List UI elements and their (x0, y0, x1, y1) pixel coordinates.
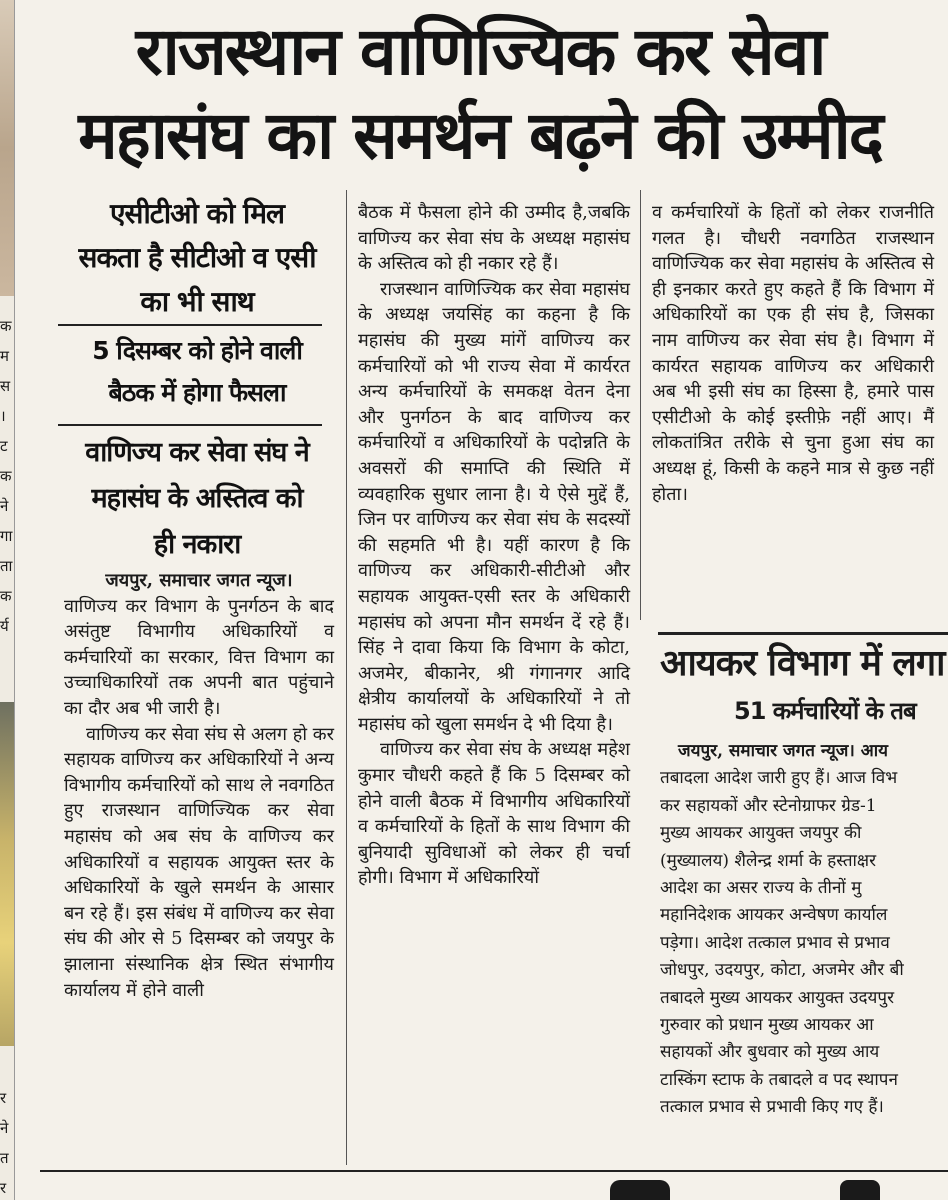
adjacent-text-fragment: ने (0, 497, 9, 515)
headline-line-2: महासंघ का समर्थन बढ़ने की उम्मीद (78, 97, 882, 174)
adjacent-text-fragment: क (0, 467, 12, 485)
subhead-line: वाणिज्य कर सेवा संघ ने (85, 437, 309, 468)
subhead-line: ही नकारा (153, 529, 241, 560)
column-divider (346, 190, 347, 1165)
text-line: टास्किंग स्टाफ के तबादले व पद स्थापन (660, 1069, 898, 1090)
adjacent-text-fragment: क (0, 317, 12, 335)
second-story-body (660, 738, 948, 1122)
text-line: तबादले मुख्य आयकर आयुक्त उदयपुर (660, 987, 895, 1008)
paragraph: वाणिज्य कर सेवा संघ से अलग हो कर सहायक वाणिज्य कर अधिकारियों ने अन्य विभागीय कर्मचारियों को साथ ले नवगठित हुए राजस्थान वाणिज्यिक कर सेवा महासंघ को अब संघ के वाणिज्य कर अधिकारियों व सहायक आयुक्त स्तर के अधिकारियों के खुले समर्थन के आसार बन रहे हैं। इस संबंध में वाणिज्य कर सेवा संघ की ओर से 5 दिसम्बर को जयपुर के झालाना संस्थानिक क्षेत्र स्थित संभागीय कार्यालय में होने वाली (64, 723, 334, 1001)
next-headline-fragment (840, 1180, 880, 1200)
headline-line-1: राजस्थान वाणिज्यिक कर सेवा (135, 13, 825, 90)
dateline: जयपुर, समाचार जगत न्यूज। (105, 570, 293, 591)
article-column-3 (652, 200, 934, 507)
paragraph: वाणिज्य कर विभाग के पुनर्गठन के बाद असंतुष्ट विभागीय अधिकारियों व कर्मचारियों का सरकार, वित्त विभाग का उच्चाधिकारियों तक अपनी बात पहुंचाने का दौर अब भी जारी है। (64, 595, 334, 719)
adjacent-text-fragment: म (0, 347, 9, 365)
subhead-block-a (56, 192, 338, 324)
adjacent-photo-bottom (0, 702, 14, 1046)
adjacent-text-fragment: ने (0, 1119, 9, 1137)
paragraph: व कर्मचारियों के हितों को लेकर राजनीति गलत है। चौधरी नवगठित राजस्थान वाणिज्यिक कर सेवा महासंघ के अस्तित्व से ही इनकार करते हुए कहते हैं कि विभाग में अधिकारियों का एक ही संघ है, जिसका नाम वाणिज्य कर सेवा संघ है। विभाग में कार्यरत सहायक वाणिज्य कर अधिकारी अब भी इसी संघ का हिस्सा है, हमारे पास एसीटीओ के कोई इस्तीफ़े नहीं आए। मैं लोकतांत्रित तरीके से चुना हुआ संघ का अध्यक्ष हूं, किसी के कहने मात्र से कुछ नहीं होता। (652, 202, 934, 505)
subhead-line: 5 दिसम्बर को होने वाली (92, 336, 302, 365)
text-line: तबादला आदेश जारी हुए हैं। आज विभ (660, 768, 898, 789)
paragraph: बैठक में फैसला होने की उम्मीद है,जबकि वाणिज्य कर सेवा संघ के अध्यक्ष महासंघ के अस्तित्व को ही नकार रहे हैं। (358, 202, 630, 275)
subhead-line: सकता है सीटीओ व एसी (78, 241, 316, 274)
second-story-headline: आयकर विभाग में लगा (660, 643, 945, 684)
adjacent-photo-top (0, 0, 14, 296)
main-headline (40, 10, 920, 178)
adjacent-text-fragment: । (0, 407, 6, 425)
text-line: कर सहायकों और स्टेनोग्राफर ग्रेड-1 (660, 795, 877, 816)
text-line: गुरुवार को प्रधान मुख्य आयकर आ (660, 1015, 874, 1036)
adjacent-text-fragment: क (0, 587, 12, 605)
text-line: मुख्य आयकर आयुक्त जयपुर की (660, 823, 862, 844)
subhead-block-c (56, 430, 338, 568)
text-line: महानिदेशक आयकर अन्वेषण कार्याल (660, 905, 888, 926)
adjacent-text-fragment: र (0, 1179, 7, 1197)
adjacent-text-fragment: र्य (0, 617, 9, 635)
adjacent-column-strip (0, 0, 15, 1200)
text-line: पड़ेगा। आदेश तत्काल प्रभाव से प्रभाव (660, 932, 890, 953)
bottom-divider (40, 1170, 948, 1172)
adjacent-text-fragment: स (0, 377, 11, 395)
paragraph: वाणिज्य कर सेवा संघ के अध्यक्ष महेश कुमार चौधरी कहते हैं कि 5 दिसम्बर को होने वाली बैठक में विभागीय अधिकारियों व कर्मचारियों के हितों के साथ विभाग की बुनियादी सुविधाओं को लेकर ही चर्चा होगी। विभाग में अधिकारियों (358, 739, 630, 889)
column-divider (640, 190, 641, 620)
subhead-divider (58, 424, 322, 426)
text-line: तत्काल प्रभाव से प्रभावी किए गए हैं। (660, 1097, 884, 1118)
second-story-subhead: 51 कर्मचारियों के तब (734, 697, 916, 725)
story-divider (658, 632, 948, 635)
article-column-1 (64, 568, 334, 1003)
subhead-line: महासंघ के अस्तित्व को (91, 483, 303, 514)
subhead-line: एसीटीओ को मिल (110, 197, 284, 230)
article-column-2 (358, 200, 630, 891)
text-line: आदेश का असर राज्य के तीनों मु (660, 878, 862, 899)
adjacent-text-fragment: त (0, 1149, 9, 1167)
subhead-block-b (56, 330, 338, 414)
adjacent-text-fragment: गा (0, 527, 13, 545)
paragraph: राजस्थान वाणिज्यिक कर सेवा महासंघ के अध्यक्ष जयसिंह का कहना है कि महासंघ की मुख्य मांगें वाणिज्य कर कर्मचारियों को भी राज्य सेवा में कार्यरत अन्य कर्मचारियों के समकक्ष वेतन देना और पुनर्गठन के बाद वाणिज्य कर कर्मचारियों व अधिकारियों के पदोन्नति के अवसरों की समाप्ति की स्थिति में व्यवहारिक सुधार लाना है। ये ऐसे मुद्दें हैं, जिन पर वाणिज्य कर सेवा संघ के सदस्यों की सहमति भी है। यहीं कारण है कि वाणिज्य कर अधिकारी-सीटीओ और सहायक आयुक्त-एसी स्तर के अधिकारी महासंघ को अपना मौन समर्थन दें रहे हैं। सिंह ने दावा किया कि विभाग के कोटा, अजमेर, बीकानेर, श्री गंगानगर आदि क्षेत्रीय कार्यालयों के अधिकारियों ने तो महासंघ को खुला समर्थन दे भी दिया है। (358, 278, 630, 735)
subhead-divider (58, 324, 322, 326)
next-headline-fragment (610, 1180, 670, 1200)
text-line: जोधपुर, उदयपुर, कोटा, अजमेर और बी (660, 960, 904, 981)
text-line: (मुख्यालय) शैलेन्द्र शर्मा के हस्ताक्षर (660, 850, 877, 871)
adjacent-text-fragment: ता (0, 557, 13, 575)
adjacent-text-fragment: ट (0, 437, 8, 455)
subhead-line: बैठक में होगा फैसला (108, 378, 286, 407)
text-line: सहायकों और बुधवार को मुख्य आय (660, 1042, 880, 1063)
text-line: जयपुर, समाचार जगत न्यूज। आय (678, 741, 888, 761)
adjacent-text-fragment: र (0, 1089, 7, 1107)
subhead-line: का भी साथ (140, 285, 254, 318)
